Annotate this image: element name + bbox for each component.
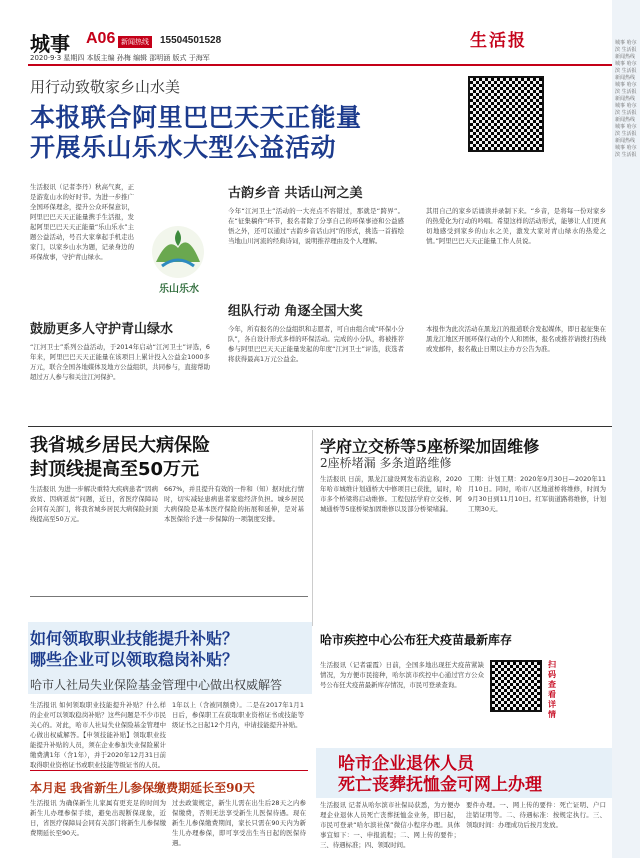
- lead-paragraph-3: 其用自己的家乡话诵读并录制下来。“乡音，是将每一份对家乡的热爱化为行动的吟唱。希望这样的活动形式，能够让人们更真切地感受到家乡的山水之美，激发大家对青山绿水的热爱之情。”阿里巴巴天天正能量工作人员说。: [426, 207, 606, 245]
- hotline-tag: 新闻热线: [118, 36, 152, 48]
- column-divider: [312, 430, 313, 626]
- newborn-paragraph-1: 生活报讯 为确保新生儿家属有更充足的时间为新生儿办理参保手续，避免出现断保现象，近日，省医疗保障局会同有关部门将新生儿参保缴费期延长至90天。: [30, 799, 166, 837]
- subsidy-headline-line-2: 哪些企业可以领取稳岗补贴？: [30, 650, 239, 669]
- pension-paragraph-2: 要件办理。一、网上传的要件：死亡证明、户口注销证明等。二、待遇标准：按规定执行。三、领取时间：办理成功后按月发放。: [466, 801, 606, 829]
- lead-subhead-1: 古韵乡音 共话山河之美: [228, 186, 363, 201]
- lead-paragraph-2: 今年“江河卫士”活动的一大亮点不容错过，那就是“跨界”。在“征集稿件”环节，报名者除了分享自己的环保事迹和公益感悟之外，还可以通过“古韵乡音话山河”的形式，挑选一首描绘当地山川河流的经典诗词，说明推荐理由及个人理解。: [228, 207, 404, 245]
- pension-headline-line-1: 哈市企业退休人员: [338, 754, 474, 774]
- pension-paragraph-1: 生活报讯 记者从哈尔滨市社保局获悉，为方便办理企业退休人员死亡丧葬抚恤金业务，即日起，市民可登录“哈尔滨社保”微信小程序办理。具体事宜如下：一、申报流程；二、网上传的要件；三、待遇标准；四、领取时间。: [320, 801, 460, 849]
- newborn-headline: 本月起 我省新生儿参保缴费期延长至90天: [30, 781, 255, 795]
- hotline-number: 15504501528: [160, 35, 222, 46]
- insurance-headline-line-1: 我省城乡居民大病保险: [30, 435, 210, 456]
- vaccine-headline: 哈市疾控中心公布狂犬疫苗最新库存: [320, 633, 513, 647]
- lead-headline-line-1: 本报联合阿里巴巴天天正能量: [30, 103, 362, 132]
- newborn-paragraph-2: 过去政策规定，新生儿需在出生后28天之内参保缴费，否则无法享受新生儿医保待遇。现在新生儿参保缴费期间，家长只需在90天内为新生儿办理参保，即可享受出生当日起的医保待遇。: [172, 799, 306, 847]
- insurance-headline-line-2: 封顶线提高至50万元: [30, 459, 200, 480]
- bridge-subhead: 2座桥堵漏 多条道路维修: [320, 456, 452, 470]
- top-rule: [28, 64, 612, 66]
- insurance-paragraph-2: 667%，并且提升有效的一件和（知）据对此行情时，切实减轻患病患者家庭经济负担。城乡居民大病保险是基本医疗保险的拓展和延伸，是对基本医保给予进一步保障的一项制度安排。: [164, 485, 304, 523]
- lead-paragraph-1: 生活报讯（记者李丹）秋高气爽，正是游览山水的好时节。为进一步推广全国环保理念，提升公众环保意识，阿里巴巴天天正能量携手生活报，发起阿里巴巴天天正能量“乐山乐水”主题公益活动，号召大家拿起手机走出家门，以家乡山水为题，记录身边的环保故事，守护青山绿水。: [30, 183, 134, 261]
- lead-paragraph-5: 今年，所有报名的公益组织和志愿者，可自由组合成“环保小分队”，各自设计形式多样的环保活动。完成的小分队，将被推荐参与阿里巴巴天天正能量发起的年度“江河卫士”评选，获选者将获得最高1万元公益金。: [228, 325, 404, 363]
- leaf-logo-icon: [142, 222, 214, 288]
- lead-subhead-2: 组队行动 角逐全国大奖: [228, 304, 363, 319]
- section-divider: [28, 426, 612, 427]
- brand-logo: 生活报: [470, 31, 527, 51]
- pension-headline: [338, 754, 542, 796]
- side-strip-text: 城事 哈尔滨 生活报 新闻热线 城事 哈尔滨 生活报 新闻热线 城事 哈尔滨 生活报 新闻热线 城事 哈尔滨 生活报 新闻热线 城事 哈尔滨 生活报 新闻热线 城事 哈尔滨 生活报: [615, 40, 637, 158]
- insurance-headline: [30, 434, 210, 482]
- subsidy-headline-line-1: 如何领取职业技能提升补贴？: [30, 629, 239, 648]
- vaccine-paragraph: 生活报讯（记者霍霞）日前，全国多地出现狂犬疫苗紧缺情况，为方便市民接种，哈尔滨市疾控中心通过官方公众号公布狂犬疫苗最新库存情况，市民可登录查询。: [320, 661, 484, 689]
- subsidy-subhead: 哈市人社局失业保险基金管理中心做出权威解答: [30, 678, 283, 692]
- subsidy-headline: [30, 628, 238, 670]
- subsidy-paragraph-2: 1年以上（含被同额费）。二是在2017年1月1日后，参保职工在获取职业资格证书或技能等级证书之日起12个月内，申请技能提升补贴。: [172, 701, 304, 729]
- bridge-paragraph-1: 生活报讯 日前，黑龙江建设网发布消息称，2020年哈市城维计划通桥大中修项目已获批，届时，哈市多个桥梁将启动维修。工程包括学府立交桥、阿城通桥等5座桥梁加固维修以及部分桥梁堵漏。: [320, 475, 462, 513]
- qr-code-icon[interactable]: [490, 660, 542, 712]
- lead-paragraph-4: “江河卫士”系列公益活动，于2014年启动“江河卫士”评选，6年来，阿里巴巴天天正能量在该项目上累计投入公益金1000多万元，联合全国各地媒体及地方公益组织，共同参与，直接帮助超过万人参与和关注江河保护。: [30, 343, 210, 381]
- masthead: [0, 0, 612, 62]
- subsidy-paragraph-1: 生活报讯 如何领取职业技能提升补贴？什么样的企业可以领取稳岗补贴？这些问题是不少市民关心的。对此，哈市人社局失业保险基金管理中心做出权威解答。【申领技能补贴】领取职业技能提升补贴的人员，须在企业参加失业保险累计缴费满1年（含1年），并于2020年12月31日前取得职业资格证书或职业技能等级证书的人员。: [30, 701, 166, 769]
- lead-kicker: 用行动致敬家乡山水美: [30, 78, 181, 96]
- lead-subhead-3: 鼓励更多人守护青山绿水: [30, 322, 174, 337]
- vaccine-qr-caption: 扫码查看详情: [548, 660, 556, 719]
- section-divider-3: [30, 770, 308, 771]
- bridge-paragraph-2: 工期：计划工期：2020年9月30日—2020年11月10日。同时，哈市八区地道桥将维修，时间为9月30日到11月10日。红军街道路将维修，计划工期30天。: [468, 475, 606, 513]
- page-number: A06: [86, 30, 116, 47]
- pension-headline-line-2: 死亡丧葬抚恤金可网上办理: [338, 775, 542, 795]
- dateline: 2020·9·3 星期四 本版主编 孙梅 编辑 邵明涵 版式 于海军: [30, 54, 210, 62]
- bridge-headline: 学府立交桥等5座桥梁加固维修: [320, 437, 540, 456]
- lead-headline: [30, 103, 460, 163]
- section-divider-2: [30, 596, 308, 597]
- lead-headline-line-2: 开展乐山乐水大型公益活动: [30, 133, 337, 162]
- side-strip: [612, 0, 640, 858]
- section-title: 城事: [30, 32, 70, 56]
- lead-paragraph-6: 本报作为此次活动在黑龙江的报道联合发起媒体，即日起征集在黑龙江地区开展环保行动的个人和团体，报名或推荐请拨打热线或发邮件，报名截止日期以主办方公告为准。: [426, 325, 606, 353]
- logo-caption: 乐山乐水: [159, 284, 199, 295]
- qr-code-icon[interactable]: [468, 76, 544, 152]
- insurance-paragraph-1: 生活报讯 为进一步解决重特大疾病患者“因病致贫、因病返贫”问题，近日，省医疗保障局会同有关部门，将我省城乡居民大病保险封顶线提高至50万元。: [30, 485, 158, 523]
